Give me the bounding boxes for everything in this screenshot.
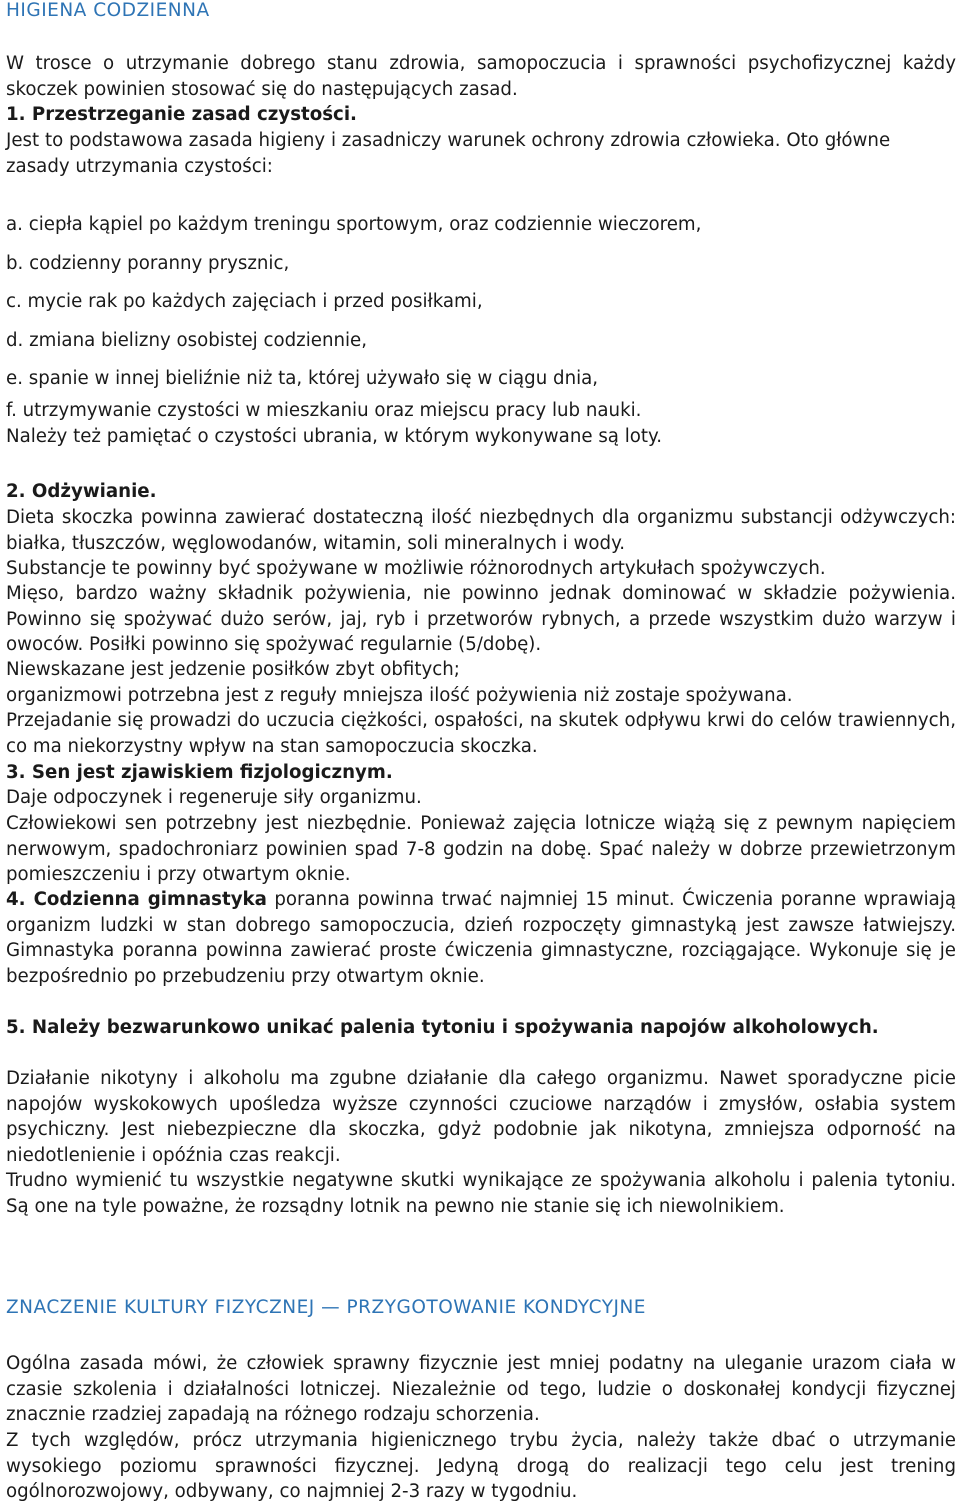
section-5-paragraph: Działanie nikotyny i alkoholu ma zgubne działanie dla całego organizmu. Nawet sporadyczne picie napojów wyskokowych upośledza wyższe czynności czuciowe narządów i zmysłów, osłabia system psychiczny. Jest niebezpieczne dla skoczka, gdyż podobnie jak nikotyna, zmniejsza odporność na niedotlenienie i opóźnia czas reakcji. <box>6 1068 956 1166</box>
section-4-paragraph <box>6 887 956 989</box>
list-item: f. utrzymywanie czystości w mieszkaniu oraz miejscu pracy lub nauki. <box>6 400 642 421</box>
section-2-paragraph: Przejadanie się prowadzi do uczucia ciężkości, ospałości, na skutek odpływu krwi do celów trawiennych, co ma niekorzystny wpływ na stan samopoczucia skoczka. <box>6 710 956 757</box>
physical-culture-paragraph: Ogólna zasada mówi, że człowiek sprawny fizycznie jest mniej podatny na uleganie urazom ciała w czasie szkolenia i działalności lotniczej. Niezależnie od tego, ludzie o doskonałej kondycji fizycznej znacznie rzadziej zapadają na różnego rodzaju schorzenia. <box>6 1353 956 1426</box>
section-2-paragraph: Substancje te powinny być spożywane w możliwie różnorodnych artykułach spożywczych. <box>6 558 826 579</box>
section-2-paragraph: Dieta skoczka powinna zawierać dostateczną ilość niezbędnych dla organizmu substancji odżywczych: białka, tłuszczów, węglowodanów, witamin, soli mineralnych i wody. <box>6 507 956 554</box>
section-2-paragraph: Niewskazane jest jedzenie posiłków zbyt obfitych; <box>6 659 460 680</box>
section-2-heading: 2. Odżywianie. <box>6 481 157 502</box>
section-3-paragraph: Daje odpoczynek i regeneruje siły organizmu. <box>6 787 422 808</box>
section-5-paragraph: Trudno wymienić tu wszystkie negatywne skutki wynikające ze spożywania alkoholu i palenia tytoniu. Są one na tyle poważne, że rozsądny lotnik na pewno nie stanie się ich niewolnikiem. <box>6 1170 956 1217</box>
section-4-heading: 4. Codzienna gimnastyka <box>6 889 267 910</box>
list-item: a. ciepła kąpiel po każdym treningu sportowym, oraz codziennie wieczorem, <box>6 214 702 235</box>
page-title: HIGIENA CODZIENNA <box>6 0 210 21</box>
intro-paragraph: W trosce o utrzymanie dobrego stanu zdrowia, samopoczucia i sprawności psychofizycznej każdy skoczek powinien stosować się do następujących zasad. <box>6 53 956 100</box>
list-item: c. mycie rak po każdych zajęciach i przed posiłkami, <box>6 291 483 313</box>
list-item: d. zmiana bielizny osobistej codziennie, <box>6 329 368 351</box>
section-3-heading: 3. Sen jest zjawiskiem fizjologicznym. <box>6 762 393 783</box>
section-1-note: Należy też pamiętać o czystości ubrania, w którym wykonywane są loty. <box>6 426 662 447</box>
hygiene-list <box>6 206 956 399</box>
physical-culture-paragraph: Z tych względów, prócz utrzymania higienicznego trybu życia, należy także dbać o utrzymanie wysokiego poziomu sprawności fizycznej. Jedyną drogą do realizacji tego celu jest trening ogólnorozwojowy, odbywany, co najmniej 2-3 razy w tygodniu. <box>6 1430 956 1503</box>
section-3-paragraph: Człowiekowi sen potrzebny jest niezbędnie. Ponieważ zajęcia lotnicze wiążą się z pewnym napięciem nerwowym, spadochroniarz powinien spad 7-8 godzin na dobę. Spać należy w dobrze przewietrzonym pomieszczeniu i przy otwartym oknie. <box>6 813 956 886</box>
section-2-paragraph: Mięso, bardzo ważny składnik pożywienia, nie powinno jednak dominować w składzie pożywienia. Powinno się spożywać dużo serów, jaj, ryb i przetworów rybnych, a przede wszystkim dużo warzyw i owoców. Posiłki powinno się spożywać regularnie (5/dobę). <box>6 583 956 656</box>
section-5-heading: 5. Należy bezwarunkowo unikać palenia tytoniu i spożywania napojów alkoholowych. <box>6 1017 879 1038</box>
section-2-paragraph: organizmowi potrzebna jest z reguły mniejsza ilość pożywienia niż zostaje spożywana. <box>6 685 793 706</box>
section-1-heading: 1. Przestrzeganie zasad czystości. <box>6 104 357 125</box>
section-4-text: poranna powinna trwać najmniej 15 minut. Ćwiczenia poranne wprawiają organizm ludzki w stan dobrego samopoczucia, dzień rozpoczęty gimnastyką jest zawsze łatwiejszy. Gimnastyka poranna powinna zawierać proste ćwiczenia gimnastyczne, rozciągające. Wykonuje się je bezpośrednio po przebudzeniu przy otwartym oknie. <box>6 889 956 987</box>
list-item: b. codzienny poranny prysznic, <box>6 252 290 274</box>
list-item: e. spanie w innej bieliźnie niż ta, której używało się w ciągu dnia, <box>6 368 599 390</box>
section-1-text: Jest to podstawowa zasada higieny i zasadniczy warunek ochrony zdrowia człowieka. Oto główne zasady utrzymania czystości: <box>6 130 891 177</box>
section-title-physical-culture: ZNACZENIE KULTURY FIZYCZNEJ — PRZYGOTOWANIE KONDYCYJNE <box>6 1297 646 1318</box>
